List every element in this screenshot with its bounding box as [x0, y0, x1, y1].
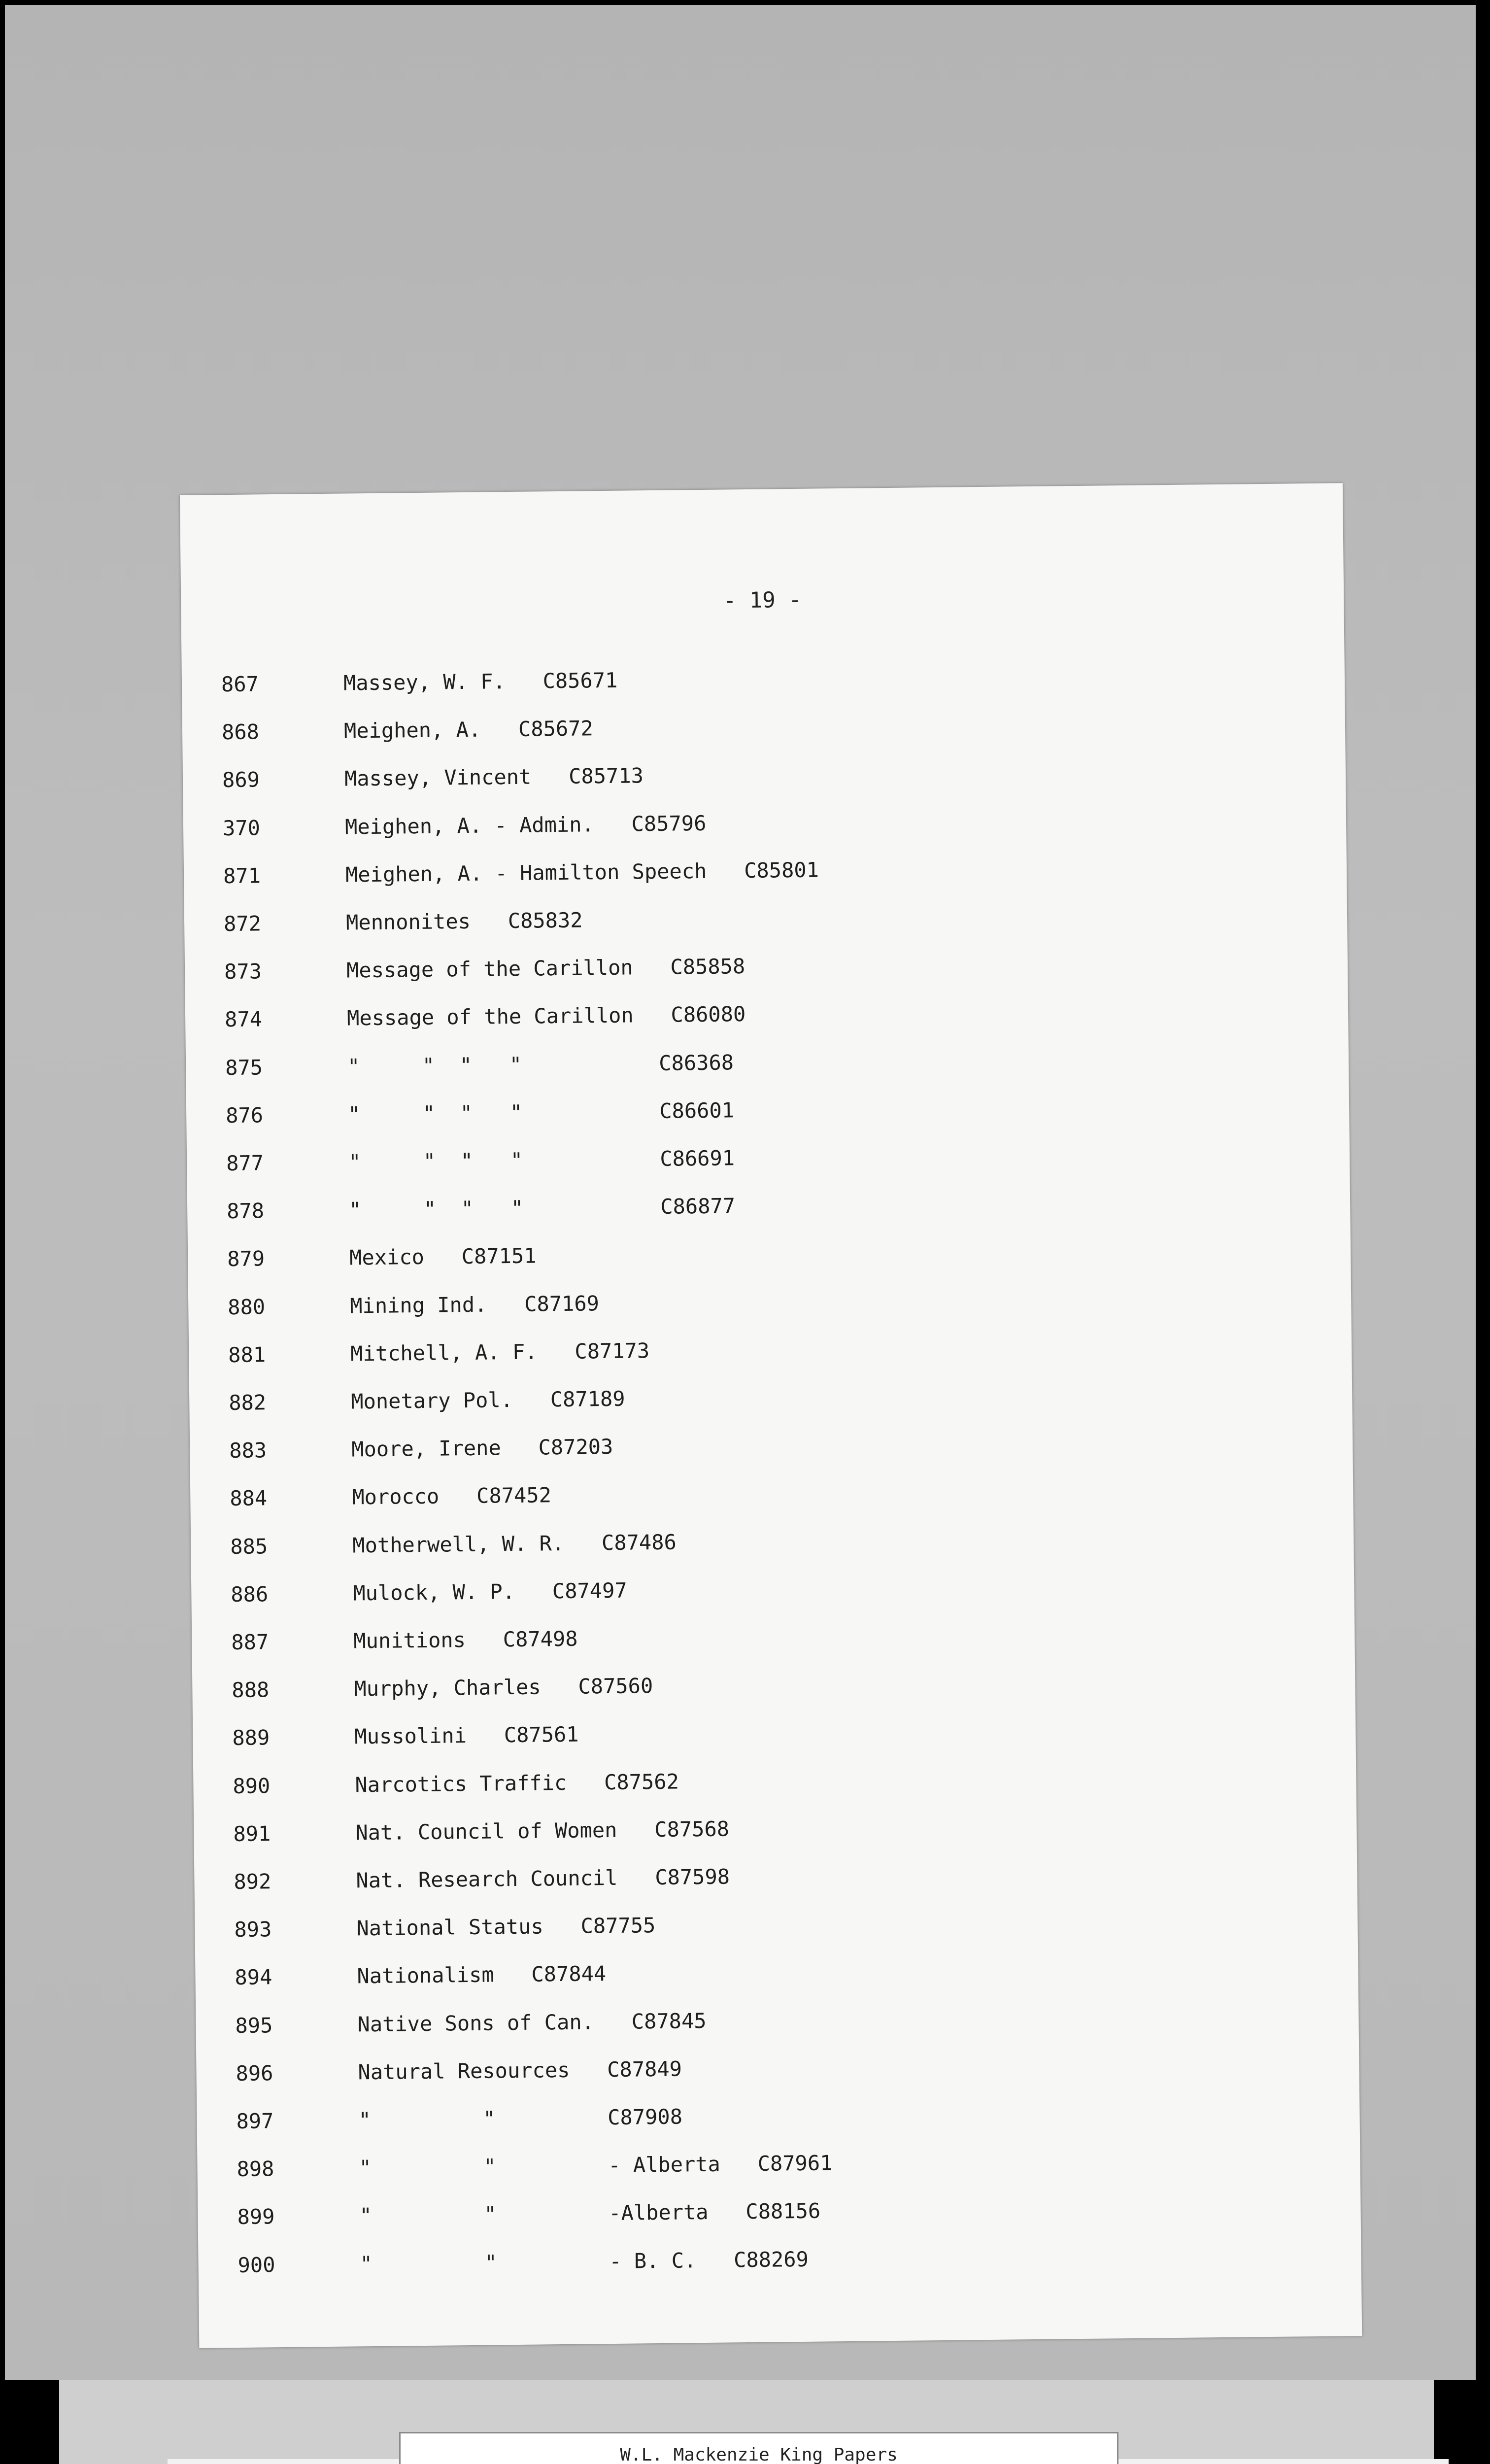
- entry-text: " " " " C86691: [348, 1146, 735, 1174]
- collection-name: W.L. Mackenzie King Papers: [620, 2445, 898, 2464]
- index-entry: [221, 668, 618, 699]
- entry-number: 895: [235, 2013, 273, 2038]
- entry-number: 884: [230, 1486, 268, 1511]
- entry-text: Mennonites C85832: [345, 908, 583, 935]
- entry-text: Nat. Research Council C87598: [356, 1864, 730, 1893]
- entry-number: 888: [232, 1677, 270, 1703]
- entry-text: Murphy, Charles C87560: [354, 1674, 653, 1701]
- entry-text: Nationalism C87844: [357, 1961, 607, 1988]
- entry-number: 890: [233, 1773, 271, 1798]
- entry-text: Meighen, A. - Admin. C85796: [344, 811, 707, 839]
- index-entry: [230, 1530, 677, 1562]
- index-entry: [236, 2104, 683, 2136]
- entry-number: 879: [227, 1246, 265, 1271]
- entry-text: Mussolini C87561: [354, 1722, 579, 1749]
- index-entry: [233, 1816, 730, 1849]
- entry-number: 893: [234, 1917, 272, 1942]
- index-entry: [232, 1722, 579, 1753]
- index-entry: [225, 1050, 734, 1083]
- entry-text: Mulock, W. P. C87497: [353, 1578, 627, 1606]
- entry-text: Motherwell, W. R. C87486: [352, 1530, 677, 1558]
- typed-index-page: [180, 483, 1362, 2348]
- entry-number: 898: [237, 2156, 274, 2182]
- entry-number: 868: [221, 719, 260, 745]
- entry-number: 894: [235, 1965, 272, 1990]
- index-entry: [226, 1146, 735, 1178]
- entry-text: Massey, Vincent C85713: [344, 763, 644, 791]
- entry-text: " " " " C86877: [348, 1194, 736, 1222]
- entry-number: 891: [233, 1821, 271, 1846]
- entry-number: 885: [230, 1534, 268, 1559]
- index-entry: [227, 1243, 537, 1274]
- index-entry: [223, 857, 819, 891]
- index-entry: [237, 2247, 809, 2280]
- entry-text: National Status C87755: [356, 1913, 656, 1941]
- entry-number: 869: [222, 767, 260, 792]
- page-number: - 19 -: [723, 587, 802, 614]
- entry-text: Message of the Carillon C86080: [346, 1002, 746, 1030]
- index-entry: [222, 763, 644, 795]
- entry-text: Message of the Carillon C85858: [346, 954, 745, 983]
- entry-text: Mitchell, A. F. C87173: [350, 1338, 650, 1366]
- entry-number: 872: [223, 911, 262, 936]
- index-entry: [231, 1626, 578, 1657]
- entry-text: Natural Resources C87849: [358, 2056, 682, 2085]
- entry-number: 899: [237, 2204, 275, 2229]
- entry-number: 882: [229, 1390, 267, 1415]
- entry-number: 875: [225, 1055, 263, 1080]
- entry-text: Massey, W. F. C85671: [343, 668, 618, 695]
- entry-number: 892: [234, 1869, 271, 1894]
- entry-text: " " " " C86601: [347, 1098, 735, 1127]
- entry-text: Mining Ind. C87169: [349, 1291, 600, 1318]
- entry-number: 876: [225, 1103, 264, 1128]
- index-entry: [234, 1913, 656, 1945]
- entry-text: Morocco C87452: [352, 1483, 552, 1509]
- entry-text: " " " " C86368: [347, 1050, 734, 1079]
- entry-number: 877: [226, 1151, 264, 1176]
- entry-text: " " - Alberta C87961: [359, 2151, 833, 2180]
- entry-text: Munitions C87498: [353, 1626, 578, 1653]
- entry-text: Meighen, A. C85672: [343, 716, 593, 743]
- entry-text: Nat. Council of Women C87568: [355, 1816, 730, 1845]
- entry-text: Monetary Pol. C87189: [351, 1386, 625, 1414]
- entry-text: " " - B. C. C88269: [360, 2247, 809, 2276]
- index-entry: [228, 1338, 650, 1370]
- entry-number: 873: [224, 959, 262, 984]
- index-entry: [224, 954, 745, 987]
- entry-number: 874: [224, 1007, 263, 1032]
- entry-number: 878: [226, 1198, 265, 1224]
- entry-number: 886: [231, 1582, 269, 1607]
- entry-number: 900: [237, 2252, 275, 2277]
- entry-text: Native Sons of Can. C87845: [357, 2008, 707, 2036]
- index-entry: [235, 2008, 707, 2041]
- entry-number: 887: [231, 1630, 269, 1655]
- entry-text: Narcotics Traffic C87562: [355, 1769, 679, 1797]
- entry-text: Moore, Irene C87203: [351, 1435, 613, 1462]
- entry-text: Mexico C87151: [349, 1243, 537, 1270]
- collection-tag: [399, 2432, 1118, 2464]
- entry-number: 867: [221, 672, 259, 697]
- entry-number: 889: [232, 1725, 270, 1750]
- entry-number: 871: [223, 863, 261, 888]
- entry-text: Meighen, A. - Hamilton Speech C85801: [345, 857, 819, 887]
- entry-number: 896: [236, 2060, 273, 2086]
- entry-number: 897: [236, 2109, 274, 2133]
- entry-text: " " C87908: [358, 2104, 683, 2132]
- entry-text: " " -Alberta C88156: [359, 2198, 821, 2228]
- entry-number: 880: [227, 1294, 266, 1319]
- entry-number: 883: [229, 1438, 267, 1463]
- entry-number: 881: [228, 1342, 266, 1367]
- index-entry: [229, 1435, 613, 1466]
- entry-number: 370: [222, 815, 261, 840]
